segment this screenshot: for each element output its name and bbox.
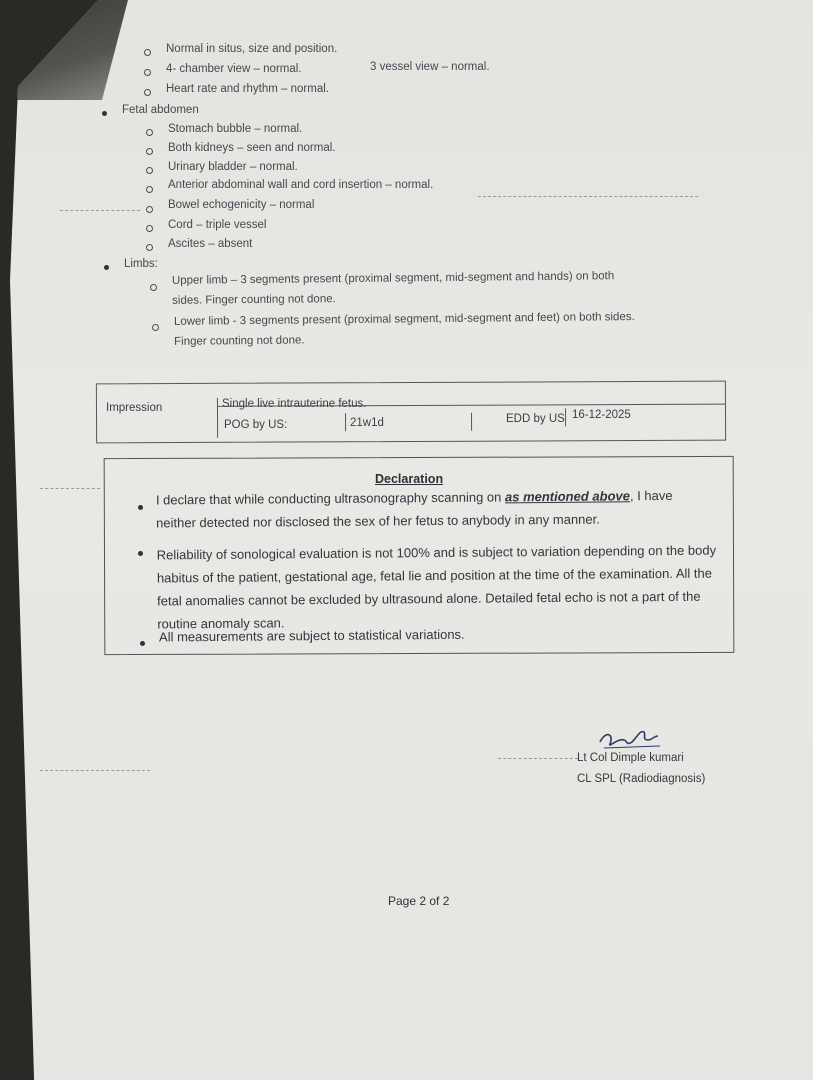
- lower-limb-text: [174, 306, 714, 352]
- table-col-divider: [217, 398, 218, 438]
- table-col-divider: [565, 408, 566, 426]
- abdomen-item: Bowel echogenicity – normal: [168, 199, 315, 211]
- bullet-dot: [140, 641, 145, 646]
- page-number: Page 2 of 2: [388, 894, 450, 908]
- scan-artifact-line: [40, 770, 150, 771]
- bullet-circle: [146, 167, 153, 174]
- scan-artifact-line: [60, 210, 140, 211]
- limbs-heading: Limbs:: [124, 258, 158, 270]
- abdomen-item: Urinary bladder – normal.: [168, 161, 298, 173]
- bullet-circle: [146, 225, 153, 232]
- page-fold-shadow: [10, 0, 128, 100]
- signatory-designation: CL SPL (Radiodiagnosis): [577, 773, 706, 785]
- pog-value: 21w1d: [350, 417, 384, 429]
- heart-item: Normal in situs, size and position.: [166, 43, 338, 55]
- table-col-divider: [471, 413, 472, 431]
- bullet-circle: [146, 244, 153, 251]
- upper-limb-text: [172, 265, 712, 311]
- impression-value: Single live intrauterine fetus.: [222, 398, 367, 410]
- heart-item: 4- chamber view – normal.: [166, 63, 302, 75]
- declaration-emphasis: as mentioned above: [504, 488, 631, 505]
- heart-item: Heart rate and rhythm – normal.: [166, 83, 329, 95]
- bullet-circle: [146, 148, 153, 155]
- abdomen-item: Both kidneys – seen and normal.: [168, 142, 336, 154]
- signatory-name: Lt Col Dimple kumari: [577, 752, 684, 764]
- vessel-view: 3 vessel view – normal.: [370, 61, 490, 73]
- abdomen-item: Anterior abdominal wall and cord insertion – normal.: [168, 179, 434, 191]
- declaration-text: I declare that while conducting ultrasonography scanning on: [155, 489, 506, 508]
- abdomen-item: Cord – triple vessel: [168, 219, 267, 231]
- bullet-circle: [146, 186, 153, 193]
- abdomen-item: Stomach bubble – normal.: [168, 123, 303, 135]
- declaration-item: [156, 484, 716, 535]
- bullet-dot: [138, 551, 143, 556]
- impression-table: [96, 381, 726, 444]
- signature-icon: [596, 722, 666, 752]
- declaration-item: Reliability of sonological evaluation is not 100% and is subject to variation depending on the body habitus of the patient, gestational age, fetal lie and position at the time of the examination. All the fetal anomalies cannot be excluded by ultrasound alone. Detailed fetal echo is not a part of the routine anomaly scan.: [156, 542, 717, 632]
- table-col-divider: [345, 413, 346, 431]
- bullet-dot: [102, 111, 107, 116]
- impression-label: Impression: [106, 402, 163, 414]
- pog-label: POG by US:: [224, 419, 288, 431]
- bullet-circle: [150, 284, 157, 291]
- declaration-title: Declaration: [375, 472, 444, 486]
- bullet-circle: [144, 69, 151, 76]
- bullet-circle: [146, 206, 153, 213]
- bullet-dot: [138, 505, 143, 510]
- scan-artifact-line: [478, 196, 698, 197]
- scan-artifact-line: [498, 758, 578, 759]
- bullet-circle: [144, 89, 151, 96]
- bullet-dot: [104, 265, 109, 270]
- scan-artifact-line: [40, 488, 100, 489]
- fetal-abdomen-heading: Fetal abdomen: [122, 104, 199, 116]
- bullet-circle: [152, 324, 159, 331]
- lower-limb-line: Lower limb - 3 segments present (proximal segment, mid-segment and feet) on both sides.: [173, 311, 635, 328]
- abdomen-item: Ascites – absent: [168, 238, 253, 250]
- lower-limb-line: Finger counting not done.: [174, 334, 305, 348]
- edd-value: 16-12-2025: [572, 409, 631, 421]
- upper-limb-line: Upper limb – 3 segments present (proximal segment, mid-segment and hands) on both: [171, 270, 615, 287]
- bullet-circle: [146, 129, 153, 136]
- declaration-item: All measurements are subject to statistical variations.: [158, 626, 465, 645]
- bullet-circle: [144, 49, 151, 56]
- edd-label: EDD by US: [506, 413, 565, 425]
- upper-limb-line: sides. Finger counting not done.: [172, 293, 336, 307]
- declaration-text: , I have neither detected nor disclosed the sex of her fetus to anybody in any manner.: [156, 487, 673, 531]
